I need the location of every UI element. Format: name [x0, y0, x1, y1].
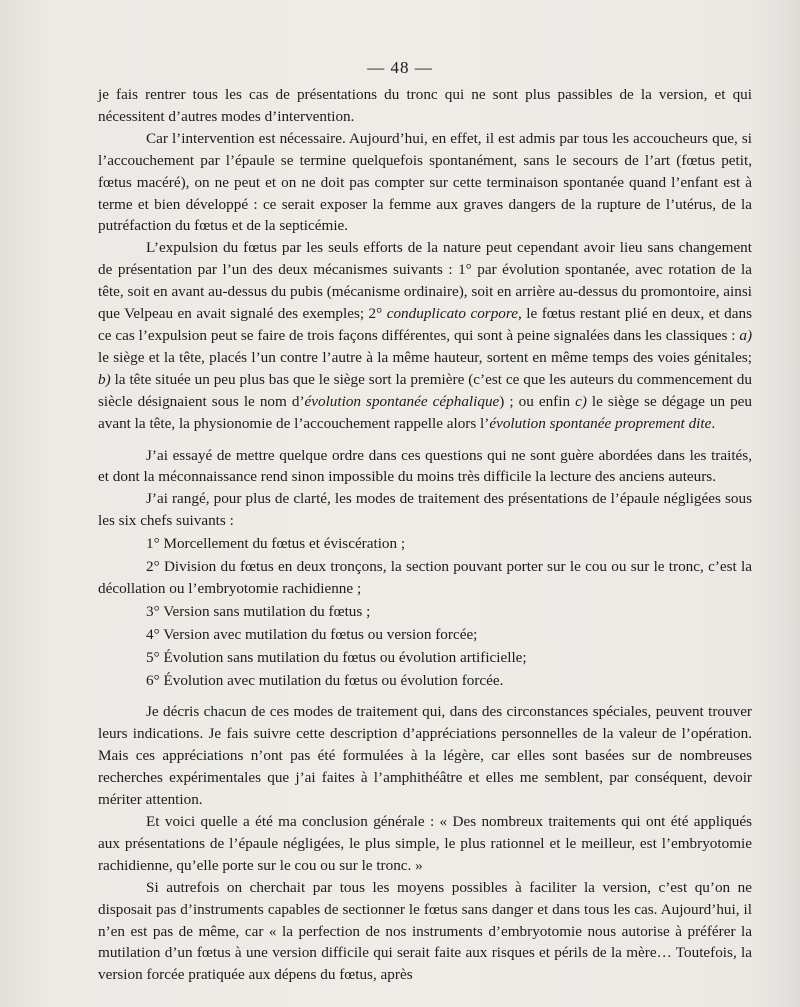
text-run: J’ai rangé, pour plus de clarté, les modes de traitement des présentations de l’épaule négligées sous les six chefs suivants :: [98, 490, 752, 530]
italic-run: c): [575, 392, 587, 410]
text-run: Car l’intervention est nécessaire. Aujourd’hui, en effet, il est admis par tous les accoucheurs que, si l’accouchement par l’épaule se termine quelquefois spontanément, sans le secours de l’art (fœtus petit, fœtus macéré), on ne peut et on ne doit pas compter sur cette terminaison spontanée quand l’enfant est à terme et bien développé : ce serait exposer la femme aux graves dangers de la rupture de l’utérus, de la putréfaction du fœtus et de la septicémie.: [98, 129, 752, 235]
paragraph-continuation: [98, 84, 752, 128]
paragraph-order: [98, 445, 752, 489]
list-item: [98, 601, 752, 623]
text-run: ) ; ou enfin: [499, 392, 576, 410]
body-text: [98, 84, 752, 986]
text-run: .: [711, 414, 716, 432]
text-run: je fais rentrer tous les cas de présentations du tronc qui ne sont plus passibles de la version, et qui nécessitent d’autres modes d’intervention.: [98, 86, 752, 125]
paragraph-classification: [98, 488, 752, 532]
text-run: Et voici quelle a été ma conclusion générale : « Des nombreux traitements qui ont été appliqués aux présentations de l’épaule négligées, le plus simple, le plus rationnel et le meilleur, est l’embryotomie rachidienne, qu’elle porte sur le cou ou sur le tronc. »: [98, 813, 752, 874]
paragraph-intervention: [98, 128, 752, 238]
italic-run: conduplicato corpore: [386, 305, 518, 323]
text-run: 1° Morcellement du fœtus et éviscération ;: [146, 535, 406, 553]
text-run: , le fœtus restant plié en deux, et dans ce cas l’expulsion peut se faire de trois façons différentes, qui sont à peine signalées dans les classiques :: [98, 305, 752, 344]
paragraph-conclusion: [98, 811, 752, 877]
text-run: Si autrefois on cherchait par tous les moyens possibles à faciliter la version, c’est qu’on ne disposait pas d’instruments capables de sectionner le fœtus sans danger et dans tous les cas. Aujourd’hui, il n’en est pas de même, car « la perfection de nos instruments d’embryotomie nous autorise à préférer la mutilation d’un fœtus à une version difficile qui serait faite aux risques et périls de la mère… Toutefois, la version forcée pratiquée aux dépens du fœtus, après: [98, 878, 752, 984]
list-item: [98, 533, 752, 555]
italic-run: b): [98, 370, 111, 388]
paragraph-version: [98, 877, 752, 987]
text-run: le siège et la tête, placés l’un contre l’autre à la même hauteur, sortent en même temps des voies génitales;: [98, 348, 752, 366]
paragraph-expulsion: [98, 237, 752, 434]
list-item: [98, 647, 752, 669]
italic-run: a): [739, 326, 752, 344]
list-item: [98, 624, 752, 646]
paragraph-description: [98, 701, 752, 811]
italic-run: évolution spontanée céphalique: [304, 392, 500, 410]
list-item: [98, 556, 752, 600]
text-run: 4° Version avec mutilation du fœtus ou version forcée;: [146, 625, 478, 643]
text-run: la tête située un peu plus bas que le siège sort la première (c’est ce que les auteurs du commencement du siècle désignaient sous le nom d’: [98, 370, 752, 410]
text-run: le siège se dégage un peu avant la tête, la physionomie de l’accouchement rappelle alors l’: [98, 392, 752, 432]
list-item: [98, 670, 752, 692]
text-run: Je décris chacun de ces modes de traitement qui, dans des circonstances spéciales, peuvent trouver leurs indications. Je fais suivre cette description d’appréciations personnelles de la valeur de l’opération. Mais ces appréciations n’ont pas été formulées à la légère, car elles sont basées sur de nombreuses recherches expérimentales que j’ai faites à l’amphithéâtre et elles me semblent, par conséquent, devoir mériter attention.: [98, 703, 752, 809]
text-run: 2° Division du fœtus en deux tronçons, la section pouvant porter sur le cou ou sur le tronc, c’est la décollation ou l’embryotomie rachidienne ;: [98, 558, 752, 597]
text-run: J’ai essayé de mettre quelque ordre dans ces questions qui ne sont guère abordées dans les traités, et dont la méconnaissance rend sinon impossible du moins très difficile la lecture des anciens auteurs.: [98, 446, 752, 486]
text-run: L’expulsion du fœtus par les seuls efforts de la nature peut cependant avoir lieu sans changement de présentation par l’un des deux mécanismes suivants : 1° par évolution spontanée, avec rotation de la tête, soit en avant au-dessus du pubis (mécanisme ordinaire), soit en arrière au-dessus du promontoire, ainsi que Velpeau en avait signalé des exemples; 2°: [98, 239, 752, 323]
italic-run: évolution spontanée proprement dite: [489, 414, 712, 432]
text-run: 5° Évolution sans mutilation du fœtus ou évolution artificielle;: [146, 648, 527, 666]
page-number: — 48 —: [367, 58, 433, 77]
text-run: 6° Évolution avec mutilation du fœtus ou évolution forcée.: [146, 671, 504, 689]
text-run: 3° Version sans mutilation du fœtus ;: [146, 602, 371, 620]
